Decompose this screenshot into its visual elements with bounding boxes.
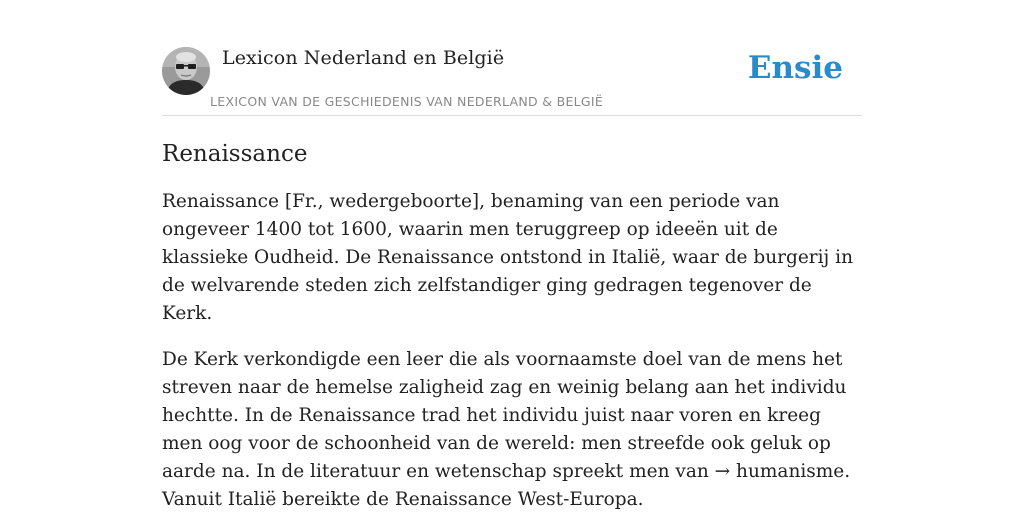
article bbox=[162, 136, 862, 512]
humanisme-link[interactable]: → humanisme bbox=[714, 461, 845, 482]
avatar-portrait-image bbox=[162, 47, 210, 95]
ensie-logo[interactable]: Ensie bbox=[747, 50, 843, 86]
lexicon-subtitle: LEXICON VAN DE GESCHIEDENIS VAN NEDERLAND & BELGIË bbox=[210, 94, 604, 109]
lexicon-header bbox=[162, 44, 862, 116]
article-paragraph-2 bbox=[162, 346, 862, 512]
paragraph-2-text-after: . Vanuit Italië bereikte de Renaissance West-Europa. bbox=[162, 461, 851, 510]
article-title: Renaissance bbox=[162, 141, 308, 167]
author-avatar[interactable] bbox=[162, 47, 210, 95]
paragraph-2-text-before: De Kerk verkondigde een leer die als voornaamste doel van de mens het streven naar de hemelse zaligheid zag en weinig belang aan het individu hechtte. In de Renaissance trad het individu juist naar voren en kreeg men oog voor de schoonheid van de wereld: men streefde ook geluk op aarde na. In de literatuur en wetenschap spreekt men van bbox=[162, 349, 847, 482]
lexicon-title[interactable]: Lexicon Nederland en België bbox=[222, 47, 505, 69]
article-paragraph-1: Renaissance [Fr., wedergeboorte], benaming van een periode van ongeveer 1400 tot 1600, waarin men teruggreep op ideeën uit de klassieke Oudheid. De Renaissance ontstond in Italië, waar de burgerij in de welvarende steden zich zelfstandiger ging gedragen tegenover de Kerk. bbox=[162, 191, 853, 324]
